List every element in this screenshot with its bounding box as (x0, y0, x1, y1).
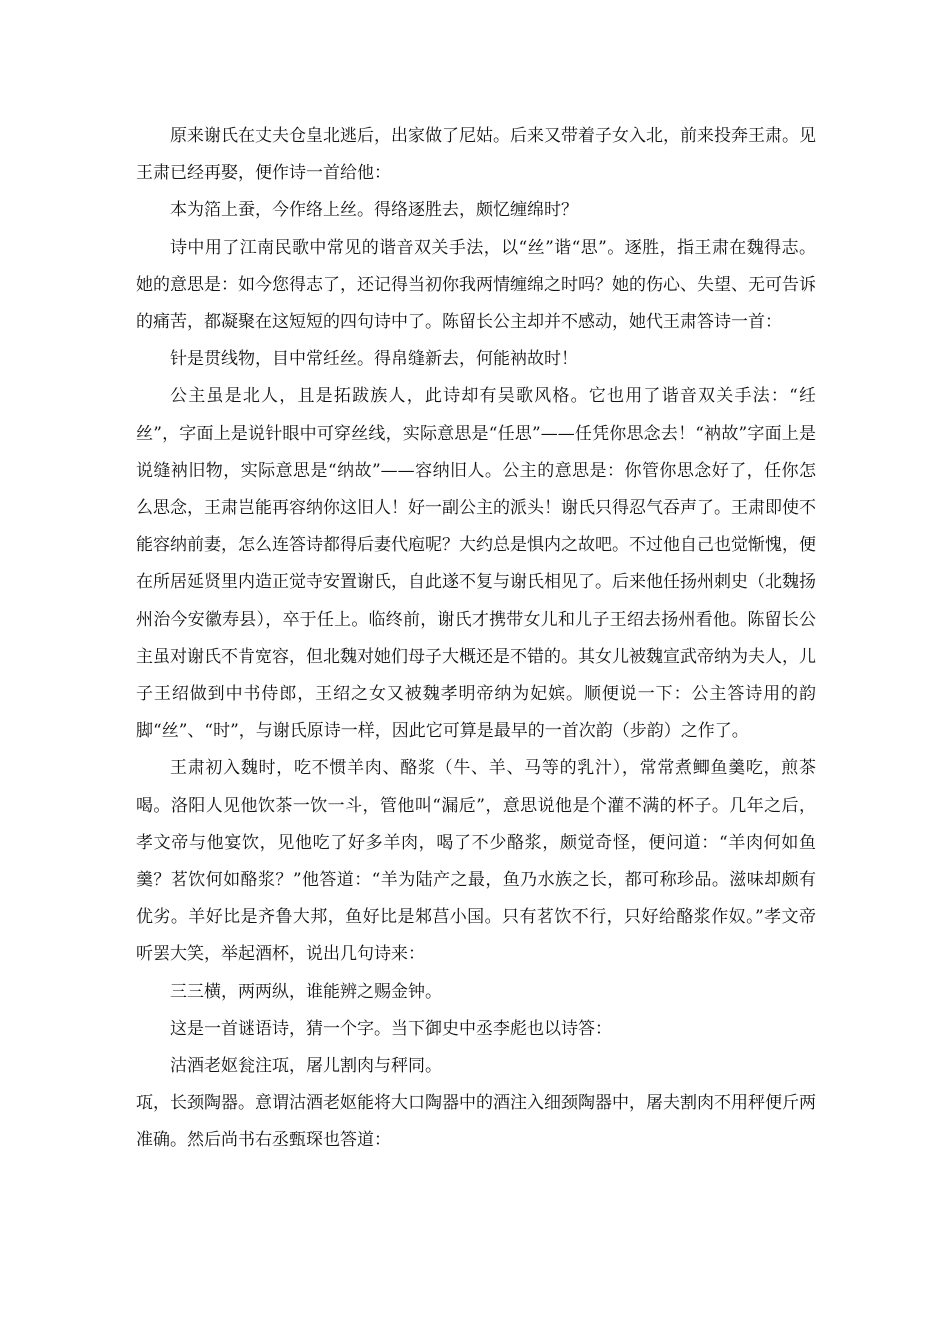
paragraph: 公主虽是北人，且是拓跋族人，此诗却有吴歌风格。它也用了谐音双关手法：“纴丝”，字面上是说针眼中可穿丝线，实际意思是“任思”——任凭你思念去！“衲故”字面上是说缝衲旧物，实际意思是“纳故”——容纳旧人。公主的意思是：你管你思念好了，任你怎么思念，王肃岂能再容纳你这旧人！好一副公主的派头！谢氏只得忍气吞声了。王肃即使不能容纳前妻，怎么连答诗都得后妻代庖呢？大约总是惧内之故吧。不过他自己也觉惭愧，便在所居延贤里内造正觉寺安置谢氏，自此遂不复与谢氏相见了。后来他任扬州刺史（北魏扬州治今安徽寿县），卒于任上。临终前，谢氏才携带女儿和儿子王绍去扬州看他。陈留长公主虽对谢氏不肯宽容，但北魏对她们母子大概还是不错的。其女儿被魏宣武帝纳为夫人，儿子王绍做到中书侍郎，王绍之女又被魏孝明帝纳为妃嫔。顺便说一下：公主答诗用的韵脚“丝”、“时”，与谢氏原诗一样，因此它可算是最早的一首次韵（步韵）之作了。 (136, 386, 816, 742)
paragraph: 王肃初入魏时，吃不惯羊肉、酪浆（牛、羊、马等的乳汁），常常煮鲫鱼羹吃，煎茶喝。洛阳人见他饮茶一饮一斗，管他叫“漏卮”，意思说他是个灌不满的杯子。几年之后，孝文帝与他宴饮，见他吃了好多羊肉，喝了不少酪浆，颇觉奇怪，便问道：“羊肉何如鱼羹？茗饮何如酪浆？”他答道：“羊为陆产之最，鱼乃水族之长，都可称珍品。滋味却颇有优劣。羊好比是齐鲁大邦，鱼好比是邾莒小国。只有茗饮不行，只好给酪浆作奴。”孝文帝听罢大笑，举起酒杯，说出几句诗来： (136, 758, 816, 965)
poem-line: 三三横，两两纵，谁能辨之赐金钟。 (170, 981, 442, 1002)
poem-line: 本为箔上蚕，今作络上丝。得络逐胜去，颇忆缠绵时？ (170, 200, 578, 221)
poem-line: 沽酒老妪瓮注瓨，屠儿割肉与秤同。 (170, 1056, 442, 1077)
paragraph: 瓨，长颈陶器。意谓沽酒老妪能将大口陶器中的酒注入细颈陶器中，屠夫割肉不用秤便斤两准确。然后尚书右丞甄琛也答道： (136, 1093, 816, 1151)
paragraph: 诗中用了江南民歌中常见的谐音双关手法，以“丝”谐“思”。逐胜，指王肃在魏得志。她的意思是：如今您得志了，还记得当初你我两情缠绵之时吗？她的伤心、失望、无可告诉的痛苦，都凝聚在这短短的四句诗中了。陈留长公主却并不感动，她代王肃答诗一首： (136, 237, 816, 333)
paragraph: 原来谢氏在丈夫仓皇北逃后，出家做了尼姑。后来又带着子女入北，前来投奔王肃。见王肃已经再娶，便作诗一首给他： (136, 126, 816, 184)
paragraph: 这是一首谜语诗，猜一个字。当下御史中丞李彪也以诗答： (170, 1018, 612, 1039)
article-body (136, 118, 816, 1160)
poem-line: 针是贯线物，目中常纴丝。得帛缝新去，何能衲故时！ (170, 349, 578, 370)
